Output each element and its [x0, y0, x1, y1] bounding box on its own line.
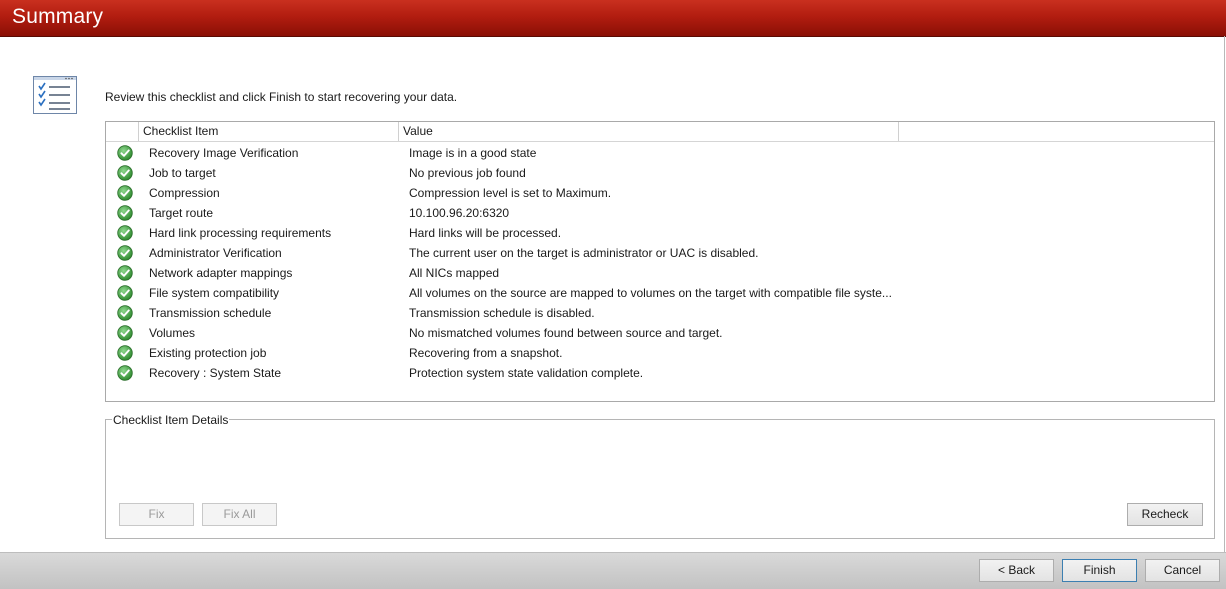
checklist-icon: [33, 76, 77, 114]
checklist-item-name: Compression: [149, 186, 220, 200]
table-row[interactable]: [106, 163, 1214, 183]
check-circle-icon: [117, 265, 133, 281]
check-circle-icon: [117, 305, 133, 321]
finish-button[interactable]: Finish: [1062, 559, 1137, 582]
table-row[interactable]: [106, 223, 1214, 243]
header-checklist-item[interactable]: Checklist Item: [139, 122, 399, 141]
checklist-item-value: Recovering from a snapshot.: [409, 346, 563, 360]
table-row[interactable]: [106, 203, 1214, 223]
table-row[interactable]: [106, 183, 1214, 203]
checklist-item-name: Hard link processing requirements: [149, 226, 332, 240]
checklist-item-name: Transmission schedule: [149, 306, 272, 320]
checklist-item-value: Compression level is set to Maximum.: [409, 186, 612, 200]
cancel-button[interactable]: Cancel: [1145, 559, 1220, 582]
checklist-item-value: No mismatched volumes found between source and target.: [409, 326, 723, 340]
table-row[interactable]: [106, 323, 1214, 343]
details-legend: Checklist Item Details: [113, 413, 229, 427]
table-row[interactable]: [106, 143, 1214, 163]
header-empty-column: [899, 122, 1214, 141]
check-circle-icon: [117, 245, 133, 261]
checklist-item-value: Transmission schedule is disabled.: [409, 306, 595, 320]
checklist-item-value: Protection system state validation complete.: [409, 366, 644, 380]
header-status-column[interactable]: [106, 122, 139, 141]
window-title: Summary: [12, 5, 104, 28]
check-circle-icon: [117, 365, 133, 381]
checklist-item-value: All volumes on the source are mapped to volumes on the target with compatible file syste...: [409, 286, 892, 300]
check-circle-icon: [117, 165, 133, 181]
check-circle-icon: [117, 345, 133, 361]
checklist-item-value: Image is in a good state: [409, 146, 537, 160]
check-circle-icon: [117, 285, 133, 301]
checklist-item-value: 10.100.96.20:6320: [409, 206, 510, 220]
checklist-item-name: Recovery Image Verification: [149, 146, 299, 160]
fix-all-button[interactable]: Fix All: [202, 503, 277, 526]
check-circle-icon: [117, 185, 133, 201]
check-circle-icon: [117, 205, 133, 221]
checklist-item-value: The current user on the target is administrator or UAC is disabled.: [409, 246, 759, 260]
checklist-item-value: All NICs mapped: [409, 266, 500, 280]
table-row[interactable]: [106, 343, 1214, 363]
window-right-border: [1224, 36, 1225, 552]
fix-button[interactable]: Fix: [119, 503, 194, 526]
check-circle-icon: [117, 145, 133, 161]
check-circle-icon: [117, 225, 133, 241]
checklist-item-name: Existing protection job: [149, 346, 267, 360]
checklist-item-name: Network adapter mappings: [149, 266, 293, 280]
back-button[interactable]: < Back: [979, 559, 1054, 582]
recheck-button[interactable]: Recheck: [1127, 503, 1203, 526]
checklist-grid[interactable]: [105, 121, 1215, 402]
title-bar: [0, 0, 1226, 37]
grid-header: [106, 122, 1214, 142]
checklist-item-name: Administrator Verification: [149, 246, 282, 260]
table-row[interactable]: [106, 303, 1214, 323]
checklist-item-name: Volumes: [149, 326, 196, 340]
table-row[interactable]: [106, 363, 1214, 383]
header-value[interactable]: Value: [399, 122, 899, 141]
check-circle-icon: [117, 325, 133, 341]
checklist-item-name: Job to target: [149, 166, 216, 180]
table-row[interactable]: [106, 283, 1214, 303]
checklist-item-name: Target route: [149, 206, 214, 220]
checklist-item-name: File system compatibility: [149, 286, 280, 300]
checklist-item-name: Recovery : System State: [149, 366, 282, 380]
table-row[interactable]: [106, 243, 1214, 263]
checklist-item-value: Hard links will be processed.: [409, 226, 562, 240]
table-row[interactable]: [106, 263, 1214, 283]
intro-text: Review this checklist and click Finish to start recovering your data.: [105, 90, 458, 104]
checklist-item-value: No previous job found: [409, 166, 526, 180]
